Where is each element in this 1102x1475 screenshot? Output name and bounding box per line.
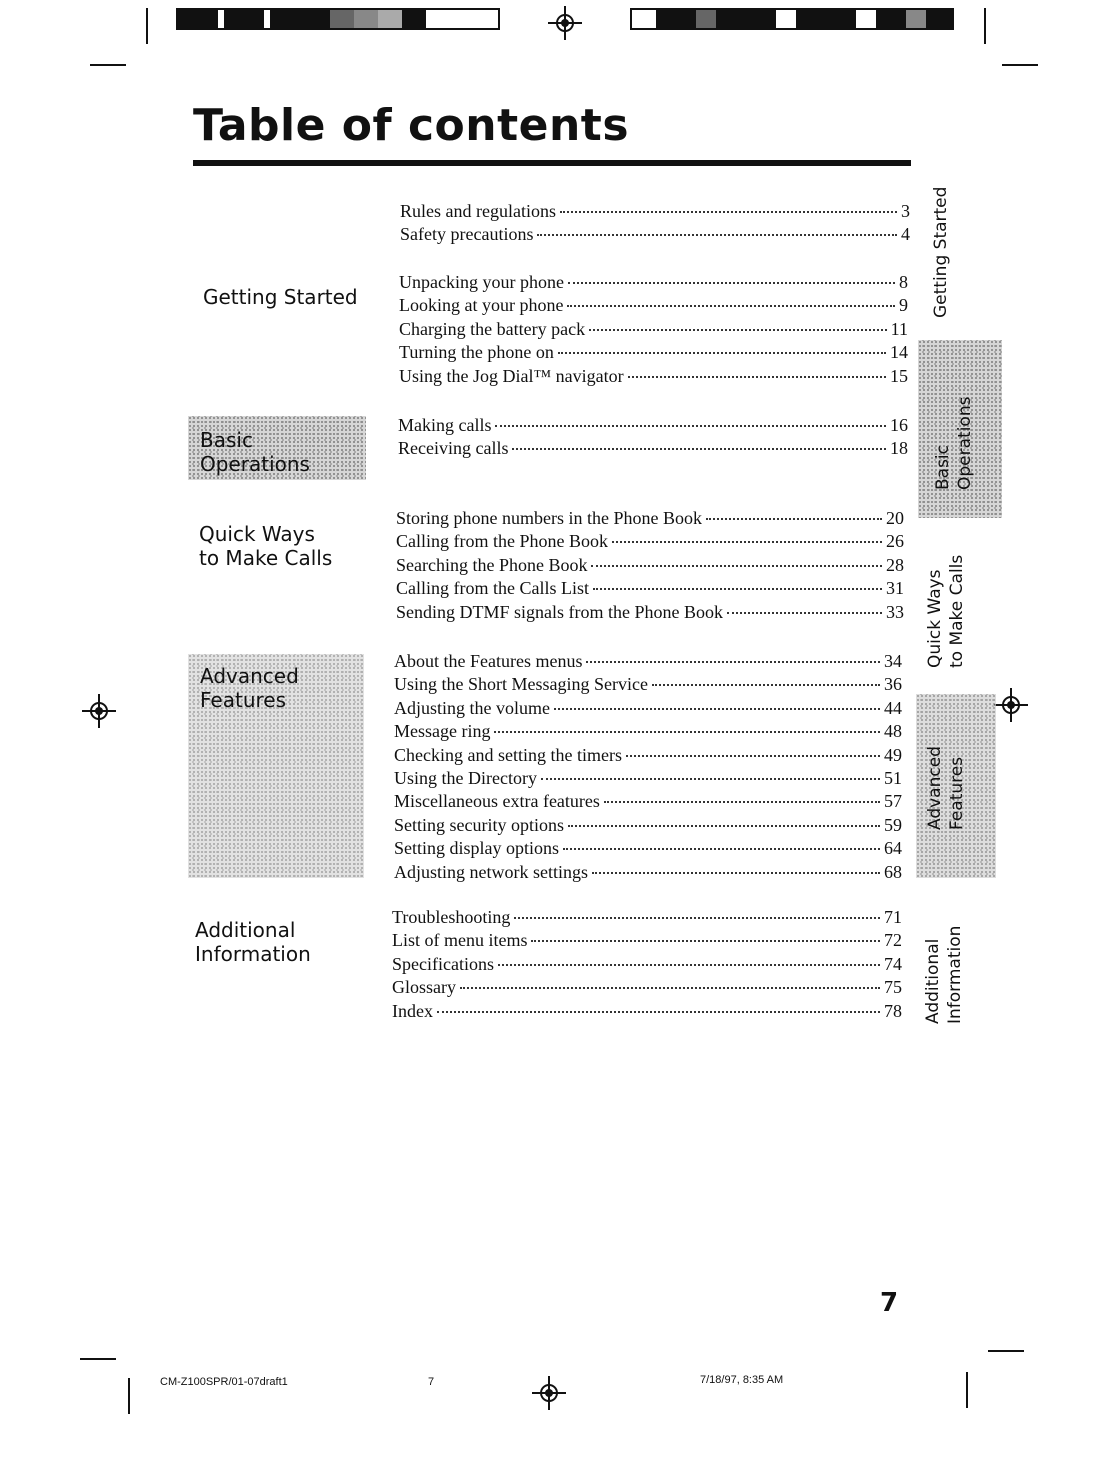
page-ref: 36 xyxy=(884,674,902,695)
toc-entry[interactable]: Miscellaneous extra features 57 xyxy=(394,790,902,813)
page-ref: 15 xyxy=(890,365,908,386)
toc-entry[interactable]: Looking at your phone 9 xyxy=(399,294,908,317)
color-calibration-bar xyxy=(630,8,954,30)
section-label-quick-ways: Quick Ways to Make Calls xyxy=(199,522,333,570)
toc-entry[interactable]: Making calls 16 xyxy=(398,414,908,437)
page-ref: 8 xyxy=(899,272,908,292)
side-tab-advanced-features[interactable]: Advanced Features xyxy=(925,746,967,830)
toc-entry[interactable]: Calling from the Calls List 31 xyxy=(396,577,904,600)
crop-mark xyxy=(146,8,148,44)
page-ref: 48 xyxy=(884,721,902,742)
page-ref: 31 xyxy=(886,578,904,599)
page-ref: 18 xyxy=(890,438,908,459)
page-ref: 57 xyxy=(884,791,902,812)
page-ref: 26 xyxy=(886,531,904,552)
toc-entry[interactable]: List of menu items 72 xyxy=(392,929,902,952)
page-ref: 72 xyxy=(884,930,902,951)
crop-mark xyxy=(966,1372,968,1408)
toc-entry[interactable]: Sending DTMF signals from the Phone Book 33 xyxy=(396,601,904,624)
toc-entry[interactable]: Index 78 xyxy=(392,1000,902,1023)
toc-group-intro xyxy=(400,200,910,247)
toc-entry[interactable]: Specifications 74 xyxy=(392,953,902,976)
footer-page: 7 xyxy=(428,1376,435,1388)
side-tab-getting-started[interactable]: Getting Started xyxy=(931,186,951,318)
toc-entry[interactable]: Safety precautions 4 xyxy=(400,223,910,246)
page-number: 7 xyxy=(880,1288,899,1318)
page-ref: 49 xyxy=(884,744,902,765)
page-ref: 16 xyxy=(890,415,908,435)
page-ref: 33 xyxy=(886,601,904,622)
toc-entry[interactable]: Adjusting the volume 44 xyxy=(394,697,902,720)
crop-mark xyxy=(1002,64,1038,66)
page-ref: 20 xyxy=(886,508,904,528)
toc-entry[interactable]: About the Features menus 34 xyxy=(394,650,902,673)
toc-entry[interactable]: Message ring 48 xyxy=(394,720,902,743)
registration-target-icon xyxy=(994,688,1028,722)
page-ref: 4 xyxy=(901,224,910,245)
crop-mark xyxy=(128,1378,130,1414)
page-ref: 68 xyxy=(884,861,902,882)
page-ref: 11 xyxy=(890,318,908,339)
toc-entry[interactable]: Checking and setting the timers 49 xyxy=(394,744,902,767)
side-tab-quick-ways[interactable]: Quick Ways to Make Calls xyxy=(925,554,967,668)
crop-mark xyxy=(984,8,986,44)
toc-entry[interactable]: Searching the Phone Book 28 xyxy=(396,554,904,577)
side-tab-additional-information[interactable]: Additional Information xyxy=(923,925,965,1024)
section-label-additional-information: Additional Information xyxy=(195,918,311,966)
toc-entry[interactable]: Charging the battery pack 11 xyxy=(399,318,908,341)
toc-entry[interactable]: Setting display options 64 xyxy=(394,837,902,860)
page-ref: 44 xyxy=(884,697,902,718)
toc-group-quick-ways xyxy=(396,507,904,624)
page-ref: 9 xyxy=(899,295,908,316)
page-ref: 74 xyxy=(884,953,902,974)
page-ref: 59 xyxy=(884,814,902,835)
page-ref: 71 xyxy=(884,907,902,927)
toc-entry[interactable]: Setting security options 59 xyxy=(394,814,902,837)
page-ref: 75 xyxy=(884,977,902,998)
toc-entry[interactable]: Troubleshooting 71 xyxy=(392,906,902,929)
toc-entry[interactable]: Using the Short Messaging Service 36 xyxy=(394,673,902,696)
page-ref: 78 xyxy=(884,1000,902,1021)
registration-target-icon xyxy=(532,1376,566,1410)
toc-entry[interactable]: Glossary 75 xyxy=(392,976,902,999)
section-label-advanced-features: Advanced Features xyxy=(200,664,299,712)
color-calibration-bar xyxy=(176,8,500,30)
section-label-getting-started: Getting Started xyxy=(203,285,358,309)
crop-mark xyxy=(988,1350,1024,1352)
page-ref: 51 xyxy=(884,767,902,788)
toc-entry[interactable]: Using the Directory 51 xyxy=(394,767,902,790)
footer-file: CM-Z100SPR/01-07draft1 xyxy=(160,1376,288,1388)
registration-target-icon xyxy=(82,694,116,728)
toc-entry[interactable]: Storing phone numbers in the Phone Book 20 xyxy=(396,507,904,530)
toc-entry[interactable]: Rules and regulations 3 xyxy=(400,200,910,223)
toc-entry[interactable]: Adjusting network settings 68 xyxy=(394,861,902,884)
registration-target-icon xyxy=(548,6,582,40)
section-label-basic-operations: Basic Operations xyxy=(200,428,310,476)
toc-group-getting-started xyxy=(399,271,908,388)
title-rule xyxy=(193,160,911,166)
page-ref: 14 xyxy=(890,342,908,363)
crop-mark xyxy=(90,64,126,66)
toc-entry[interactable]: Turning the phone on 14 xyxy=(399,341,908,364)
side-tab-basic-operations[interactable]: Basic Operations xyxy=(933,396,975,490)
page-ref: 64 xyxy=(884,838,902,859)
toc-entry[interactable]: Calling from the Phone Book 26 xyxy=(396,530,904,553)
crop-mark xyxy=(80,1358,116,1360)
toc-entry[interactable]: Receiving calls 18 xyxy=(398,437,908,460)
toc-group-additional-information xyxy=(392,906,902,1023)
footer-date: 7/18/97, 8:35 AM xyxy=(700,1374,784,1386)
toc-entry[interactable]: Unpacking your phone 8 xyxy=(399,271,908,294)
page-title: Table of contents xyxy=(193,100,630,151)
toc-group-basic-operations xyxy=(398,414,908,461)
page-ref: 28 xyxy=(886,554,904,575)
page-ref: 34 xyxy=(884,651,902,671)
toc-entry[interactable]: Using the Jog Dial™ navigator 15 xyxy=(399,365,908,388)
toc-group-advanced-features xyxy=(394,650,902,884)
page-ref: 3 xyxy=(901,201,910,221)
